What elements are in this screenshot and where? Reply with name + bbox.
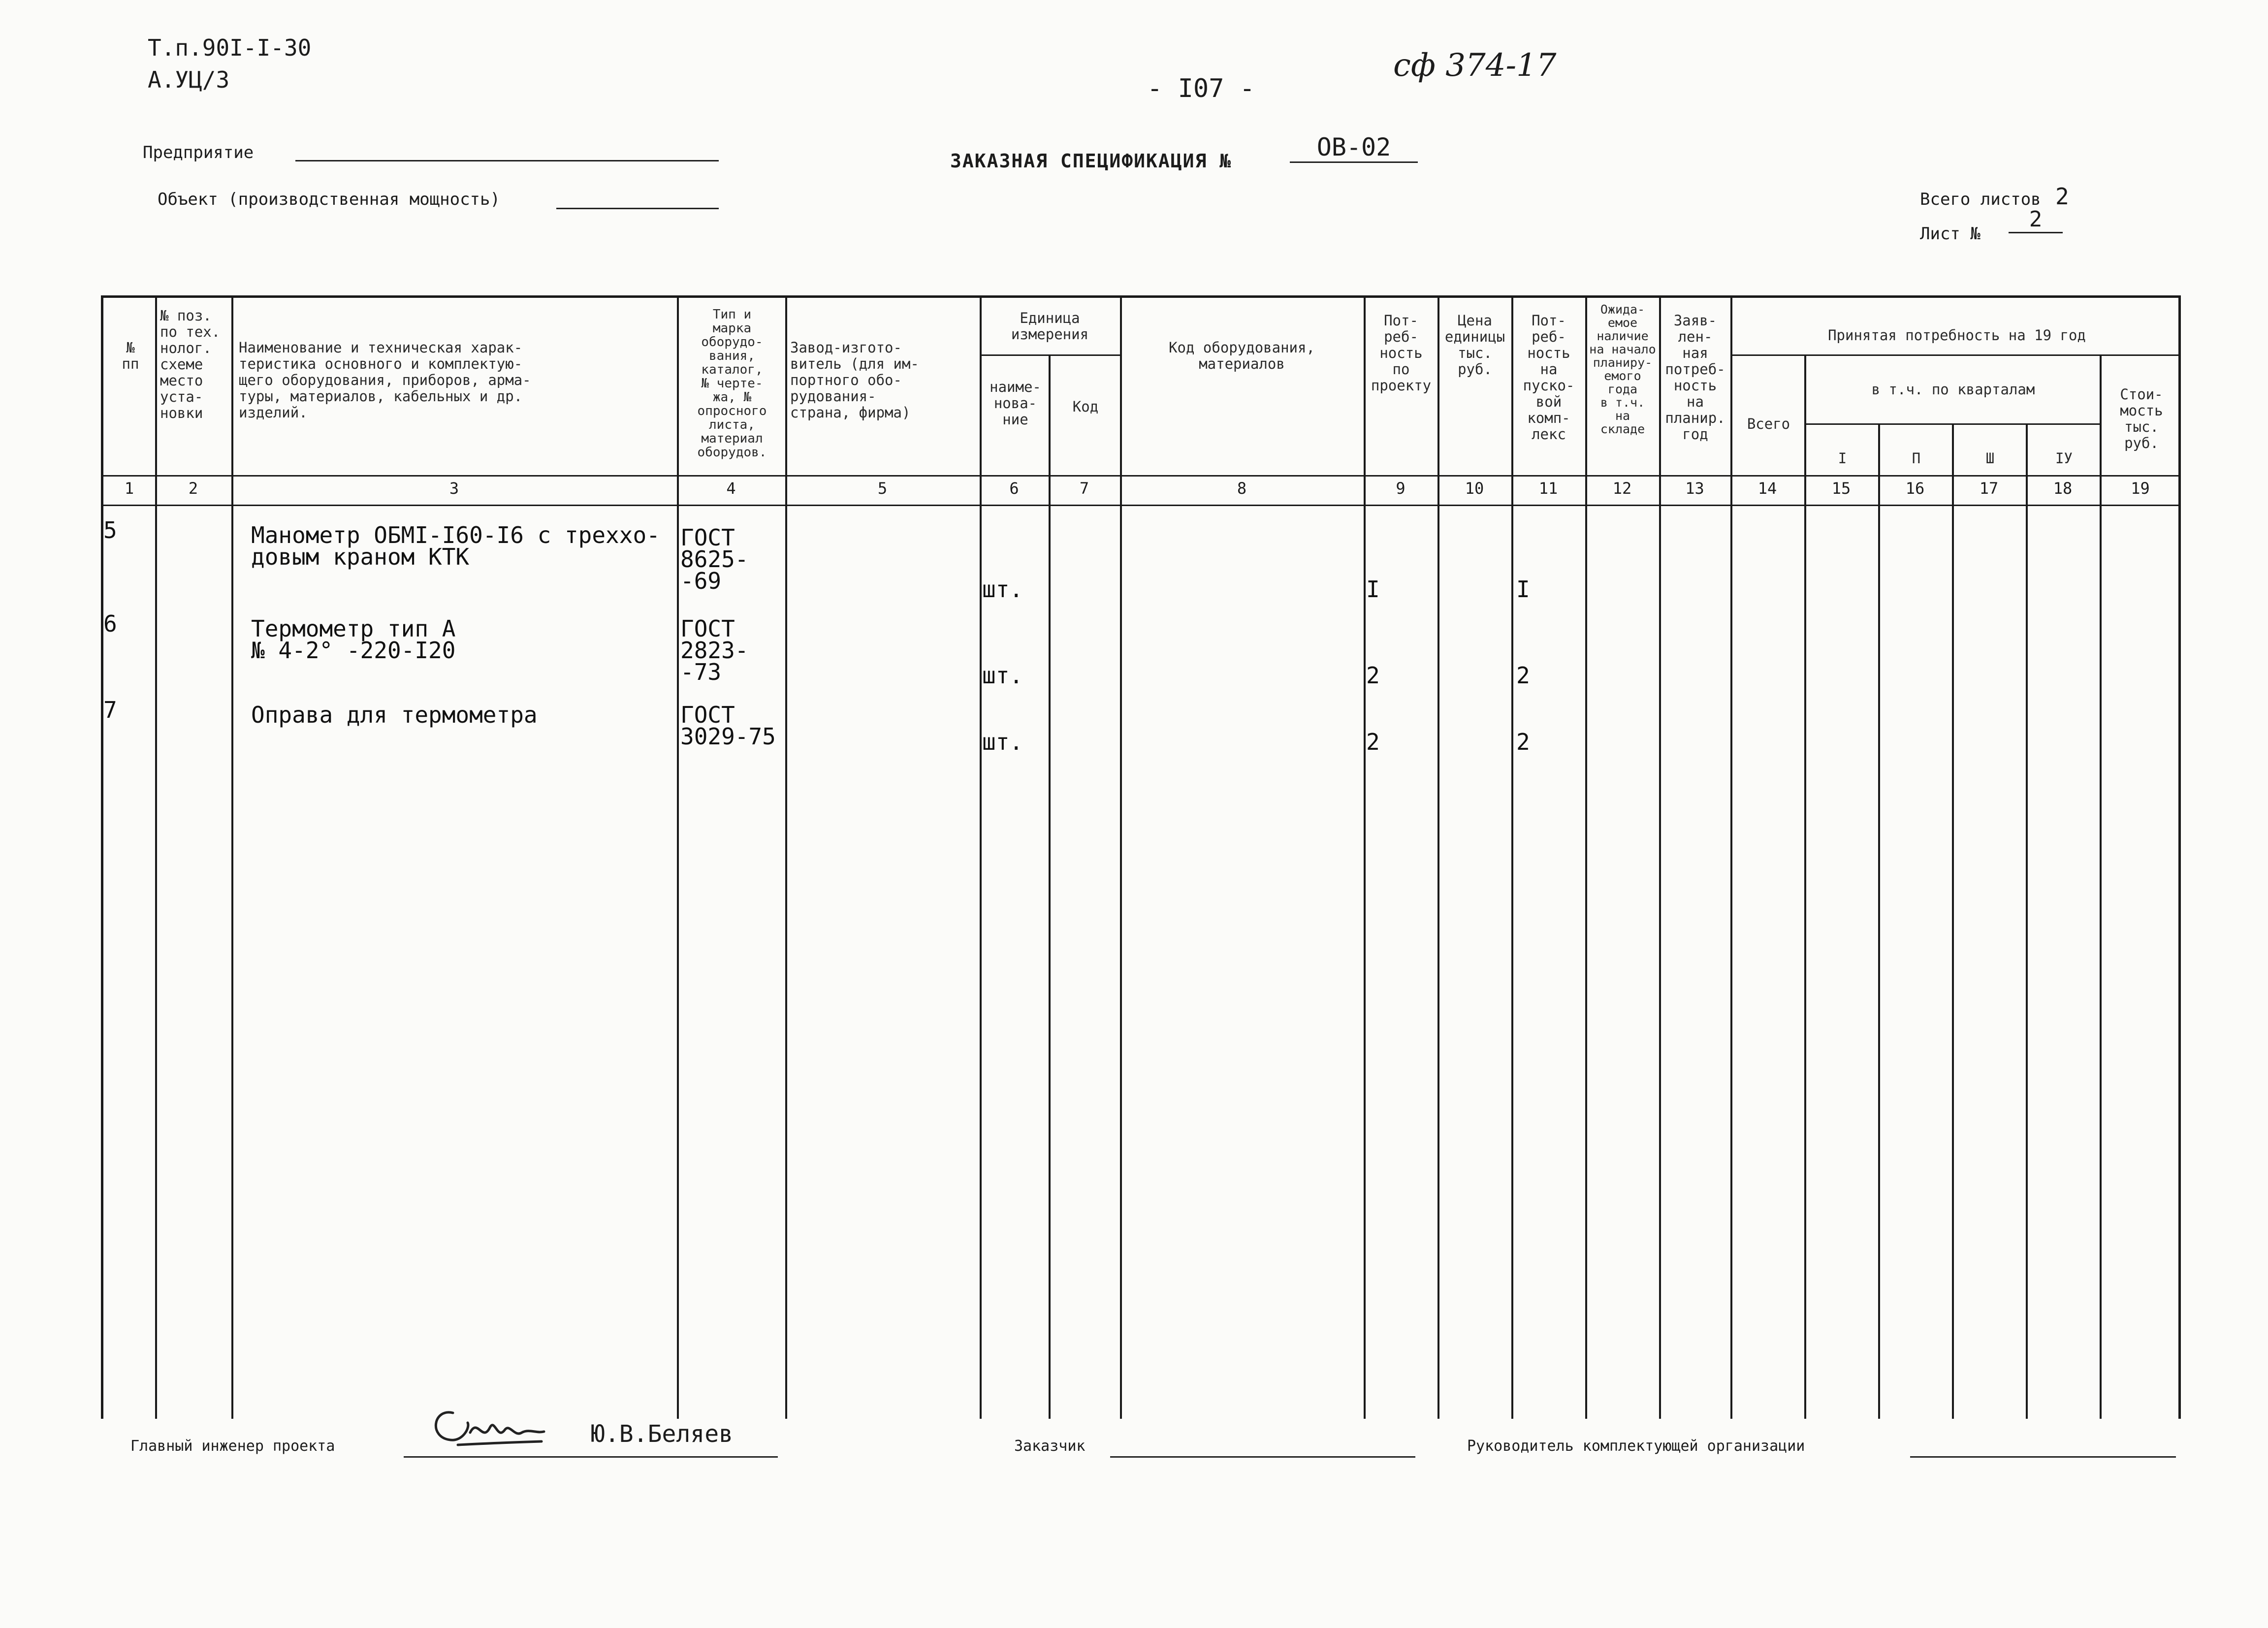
column-number: 13 (1685, 479, 1704, 498)
total-sheets-value: 2 (2055, 183, 2069, 210)
col-divider (155, 298, 157, 1419)
header-accepted-group: Принятая потребность на 19 год (1828, 327, 2086, 344)
row-need-project: I (1366, 576, 1380, 603)
header-bottom-line (103, 475, 2181, 477)
enterprise-field (295, 160, 719, 161)
header-c11: Пот- реб- ность на пуско- вой комп- лекс (1523, 313, 1575, 443)
column-number: 15 (1831, 479, 1851, 498)
header-c13: Заяв- лен- ная потреб- ность на планир. год (1665, 313, 1725, 443)
spec-number: ОВ-02 (1290, 133, 1418, 163)
customer-label: Заказчик (1014, 1437, 1086, 1455)
col-divider (1511, 298, 1513, 1419)
supplier-head-signature-line (1910, 1456, 2176, 1458)
column-number: 4 (726, 479, 736, 498)
row-item-type: ГОСТ 8625- -69 (680, 524, 749, 594)
col-divider (1585, 298, 1587, 1419)
header-c2: № поз. по тех. нолог. схеме место уста- новки (160, 308, 221, 421)
handwritten-note: сф 374-17 (1393, 47, 1557, 84)
header-c9: Пот- реб- ность по проекту (1371, 313, 1432, 394)
column-number: 6 (1009, 479, 1019, 498)
row-item-type: ГОСТ 2823- -73 (680, 615, 749, 685)
header-c16: П (1912, 450, 1921, 467)
row-number: 7 (103, 697, 117, 723)
header-c4: Тип и марка оборудо- вания, каталог, № черте- жа, № опросного листа, материал оборудов. (697, 308, 767, 459)
document-title: ЗАКАЗНАЯ СПЕЦИФИКАЦИЯ № (950, 150, 1232, 172)
header-c3: Наименование и техническая харак- теристика основного и комплектую- щего оборудования, приборов, арма- туры, материалов, кабельных и др. изделий. (239, 340, 531, 421)
col-divider (1730, 298, 1732, 1419)
header-c6: наиме- нова- ние (990, 379, 1041, 428)
row-unit: шт. (982, 576, 1023, 603)
col-divider (677, 298, 679, 1419)
header-c10: Цена единицы тыс. руб. (1444, 313, 1505, 378)
total-sheets-label: Всего листов (1920, 190, 2041, 209)
specification-table (101, 295, 2181, 1419)
col-divider (231, 298, 233, 1419)
document-ref-line1: Т.п.90I-I-30 (148, 34, 312, 61)
column-number: 7 (1079, 479, 1089, 498)
header-unit-group: Единица измерения (1011, 310, 1089, 343)
chief-engineer-signature-line (404, 1456, 778, 1458)
header-c7: Код (1072, 399, 1099, 415)
customer-signature-line (1110, 1456, 1415, 1458)
header-quarter-group: в т.ч. по кварталам (1871, 382, 2035, 398)
column-number: 14 (1757, 479, 1777, 498)
header-c18: IУ (2055, 450, 2073, 467)
row-unit: шт. (982, 729, 1023, 755)
col-divider (1437, 298, 1439, 1419)
col-divider (2100, 354, 2102, 1419)
col-divider (1049, 354, 1051, 1419)
column-number: 3 (449, 479, 459, 498)
col-divider (1659, 298, 1661, 1419)
col-divider (1878, 423, 1880, 1419)
row-need-project: 2 (1366, 729, 1380, 755)
row-number: 5 (103, 517, 117, 543)
sheet-no-label: Лист № (1920, 224, 1981, 244)
header-c5: Завод-изгото- витель (для им- портного обо- рудования- страна, фирма) (790, 340, 919, 421)
header-c1: № пп (122, 340, 139, 372)
row-divider (1730, 354, 2181, 356)
col-divider (1952, 423, 1954, 1419)
row-item-name: Оправа для термометра (251, 702, 538, 728)
column-number: 12 (1612, 479, 1632, 498)
sheet-no-value: 2 (2009, 207, 2063, 233)
row-need-launch: 2 (1516, 729, 1530, 755)
row-divider (1804, 423, 2100, 425)
column-number-line (103, 505, 2181, 506)
header-c12: Ожида- емое наличие на начало планиру- емого года в т.ч. на складе (1589, 303, 1656, 436)
row-need-launch: I (1516, 576, 1530, 603)
object-field (556, 208, 719, 209)
object-label: Объект (производственная мощность) (158, 190, 500, 209)
col-divider (1364, 298, 1366, 1419)
row-need-project: 2 (1366, 662, 1380, 689)
header-c8: Код оборудования, материалов (1169, 340, 1315, 372)
column-number: 11 (1538, 479, 1558, 498)
row-number: 6 (103, 610, 117, 637)
col-divider (1804, 354, 1806, 1419)
column-number: 8 (1237, 479, 1247, 498)
row-unit: шт. (982, 662, 1023, 689)
page-number: - I07 - (1147, 74, 1255, 103)
header-c15: I (1838, 450, 1847, 467)
row-item-name: Термометр тип А № 4-2° -220-I20 (251, 615, 456, 664)
header-c17: Ш (1985, 450, 1995, 467)
enterprise-label: Предприятие (143, 143, 254, 162)
header-c14: Всего (1747, 416, 1790, 432)
supplier-head-label: Руководитель комплектующей организации (1467, 1437, 1805, 1455)
column-number: 2 (188, 479, 198, 498)
col-divider (2026, 423, 2028, 1419)
row-need-launch: 2 (1516, 662, 1530, 689)
col-divider (1120, 298, 1122, 1419)
column-number: 18 (2053, 479, 2073, 498)
row-divider (980, 354, 1120, 356)
column-number: 9 (1396, 479, 1406, 498)
column-number: 10 (1465, 479, 1484, 498)
col-divider (980, 298, 982, 1419)
signature-image (423, 1398, 546, 1454)
chief-engineer-label: Главный инженер проекта (130, 1437, 335, 1455)
row-item-type: ГОСТ 3029-75 (680, 702, 776, 750)
column-number: 17 (1979, 479, 1999, 498)
header-c19: Стои- мость тыс. руб. (2120, 386, 2163, 451)
document-ref-line2: А.УЦ/3 (148, 66, 230, 93)
row-item-name: Манометр ОБМI-I60-I6 с трехxо- довым краном КТК (251, 522, 660, 570)
column-number: 1 (124, 479, 134, 498)
column-number: 19 (2131, 479, 2150, 498)
column-number: 5 (877, 479, 888, 498)
column-number: 16 (1905, 479, 1925, 498)
col-divider (785, 298, 787, 1419)
chief-engineer-name: Ю.В.Беляев (591, 1420, 733, 1448)
